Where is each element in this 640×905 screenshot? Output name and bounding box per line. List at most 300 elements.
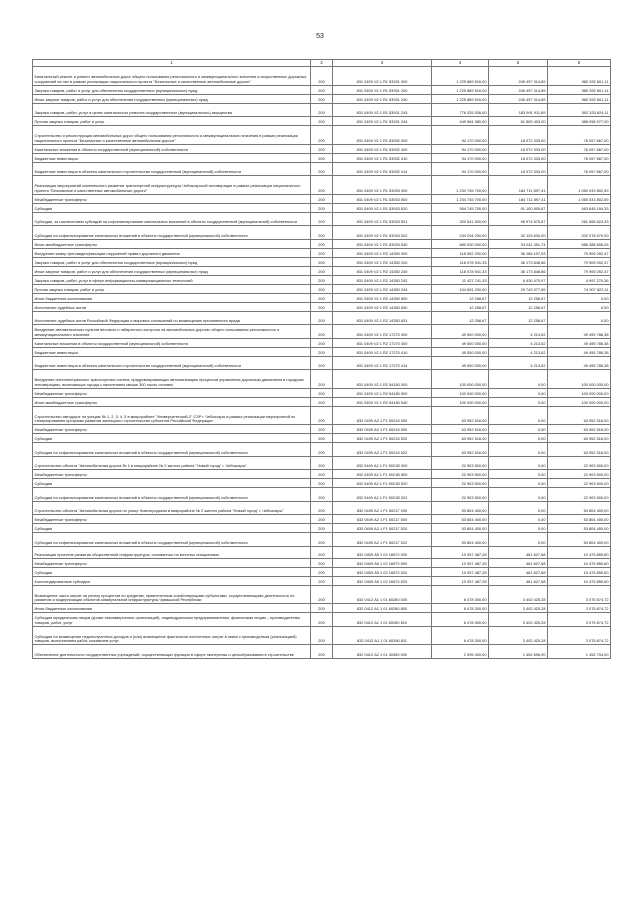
cell-name: Прочая закупка товаров, работ и услуг: [33, 117, 311, 126]
cell-name: Внедрение интеллектуальных транспортных систем, предусматривающих автоматизацию процессов управления дорожным движением в городских агломерациях, включающих города с населением свыше 300 тысяч человек: [33, 370, 311, 389]
table-row: [33, 248, 611, 257]
cell-v5: 0,00: [489, 488, 548, 502]
cell-name: Реализация проектов развития общественной инфраструктуры, основанных на местных инициативах: [33, 546, 311, 558]
cell-code: 832 0409 А2 1 F1 50216 520: [333, 434, 432, 443]
cell-v4: 6 478 300,00: [432, 585, 489, 604]
cell-code: 832 0412 А1 1 01 60280 000: [333, 585, 432, 604]
cell-code: 831 0409 Ч2 1 R1 53932 000: [333, 126, 432, 145]
cell-v4: 63 952 516,00: [432, 406, 489, 425]
cell-name: Субсидии на софинансирование капитальных вложений в объекты государственной (муниципальной) собственности: [33, 226, 311, 240]
cell-v6: 980 392 601,11: [548, 94, 611, 103]
cell-v6: 980 392 601,11: [548, 67, 611, 86]
cell-v6: 79 905 092,47: [548, 266, 611, 275]
cell-c2: 200: [311, 470, 333, 479]
cell-name: Бюджетные инвестиции в объекты капитального строительства государственной (муниципальной) собственности: [33, 356, 311, 370]
table-row: [33, 585, 611, 604]
cell-v5: 3 402 425,28: [489, 585, 548, 604]
cell-v6: 63 952 516,00: [548, 425, 611, 434]
table-row: [33, 488, 611, 502]
cell-v6: 0,00: [548, 302, 611, 311]
cell-c2: 200: [311, 67, 333, 86]
table-row: [33, 85, 611, 94]
cell-v4: 12 258,67: [432, 311, 489, 325]
cell-v5: 461 627,68: [489, 576, 548, 585]
cell-code: 831 0409 Ч2 1 R2 17270 410: [333, 347, 432, 356]
table-row: [33, 425, 611, 434]
cell-c2: 200: [311, 406, 333, 425]
cell-v6: 0,00: [548, 311, 611, 325]
cell-v5: 6 430 470,97: [489, 275, 548, 284]
cell-v6: 592 333 624,11: [548, 103, 611, 117]
cell-v6: 53 804 400,00: [548, 533, 611, 547]
cell-c2: 200: [311, 257, 333, 266]
cell-name: Закупка товаров, работ и услуг для обеспечения государственных (муниципальных) нужд: [33, 257, 311, 266]
cell-code: 832 0409 А2 1 F1 5021Г 520: [333, 524, 432, 533]
cell-name: Межбюджетные трансферты: [33, 515, 311, 524]
cell-v6: 4 997 270,36: [548, 275, 611, 284]
cell-name: Реализация мероприятий комплексного развития транспортной инфраструктуры Чебоксарской агломерации в рамках реализации национального проекта "Безопасные и качественные автомобильные дороги": [33, 176, 311, 195]
cell-name: Исполнение судебных актов Российской Федерации и мировых соглашений по возмещению причиненного вреда: [33, 311, 311, 325]
table-row: [33, 117, 611, 126]
cell-v5: 245 497 314,89: [489, 67, 548, 86]
cell-code: 831 0409 Ч2 1 R2 17270 400: [333, 338, 432, 347]
cell-c2: 200: [311, 153, 333, 162]
cell-v5: 3 402 425,28: [489, 613, 548, 627]
cell-v4: 554 745 700,00: [432, 203, 489, 212]
cell-c2: 200: [311, 248, 333, 257]
cell-c2: 200: [311, 103, 333, 117]
table-row: [33, 613, 611, 627]
cell-name: Строительство и реконструкция автомобильных дорог общего пользования регионального и межмуниципального значения в рамках реализации национального проекта "Безопасные и качественные автомобильные дороги": [33, 126, 311, 145]
cell-c2: 200: [311, 479, 333, 488]
cell-v6: 1 050 033 802,59: [548, 194, 611, 203]
cell-v4: 94 170 000,00: [432, 126, 489, 145]
cell-c2: 200: [311, 388, 333, 397]
cell-c2: 200: [311, 162, 333, 176]
cell-v4: 63 952 516,00: [432, 425, 489, 434]
cell-code: 832 0409 А2 1 F1 50216 522: [333, 443, 432, 457]
cell-v5: 461 627,68: [489, 558, 548, 567]
table-row: [33, 515, 611, 524]
cell-code: 831 0409 Ч2 1 R1 53931 244: [333, 117, 432, 126]
cell-name: Субсидии: [33, 524, 311, 533]
cell-v4: 320 541 500,00: [432, 212, 489, 226]
cell-code: 831 0409 Ч2 1 R2 17270 000: [333, 325, 432, 339]
cell-c2: 200: [311, 604, 333, 613]
table-row: [33, 275, 611, 284]
cell-v5: 1 452 696,00: [489, 645, 548, 659]
cell-v4: 116 078 941,33: [432, 257, 489, 266]
cell-v5: 4 213,62: [489, 338, 548, 347]
cell-c2: 200: [311, 212, 333, 226]
cell-v6: 74 907 822,11: [548, 284, 611, 293]
cell-v5: 0,00: [489, 434, 548, 443]
cell-code: 831 0409 Ч2 1 R1 53931 240: [333, 94, 432, 103]
cell-name: Межбюджетные трансферты: [33, 388, 311, 397]
cell-v4: 94 170 000,00: [432, 153, 489, 162]
cell-name: Прочая закупка товаров, работ и услуг: [33, 284, 311, 293]
cell-v5: 0,00: [489, 479, 548, 488]
table-row: [33, 356, 611, 370]
cell-name: Капитальный ремонт и ремонт автомобильных дорог общего пользования регионального и межмуниципального значения и искусственных дорожных сооружений на них в рамках реализации национального проекта "Безопасные и качественные автомобильные дороги": [33, 67, 311, 86]
cell-name: Иные бюджетные ассигнования: [33, 293, 311, 302]
cell-c2: 200: [311, 117, 333, 126]
cell-v4: 53 804 400,00: [432, 524, 489, 533]
cell-code: 831 0409 Ч2 1 R2 14350 244: [333, 284, 432, 293]
cell-name: Субсидии: [33, 203, 311, 212]
cell-c2: 200: [311, 275, 333, 284]
cell-v5: 0,00: [489, 456, 548, 470]
column-header: 3: [333, 60, 432, 67]
cell-c2: 200: [311, 293, 333, 302]
cell-v6: 463 645 194,33: [548, 203, 611, 212]
cell-c2: 200: [311, 488, 333, 502]
cell-v6: 53 804 400,00: [548, 524, 611, 533]
cell-v5: 461 627,68: [489, 546, 548, 558]
cell-v6: 63 952 516,00: [548, 406, 611, 425]
table-row: [33, 347, 611, 356]
cell-v5: 0,00: [489, 524, 548, 533]
column-header: 1: [33, 60, 311, 67]
cell-name: Возмещение части затрат на уплату процентов по кредитам, привлеченным хозяйствующими субъектами, осуществляющими деятельность по развитию и модернизации объектов коммунальной инфраструктуры Чувашской Республики: [33, 585, 311, 604]
cell-name: Внедрение автоматических пунктов весового и габаритного контроля на автомобильных дорогах общего пользования регионального и межмуниципального значения: [33, 325, 311, 339]
table-row: [33, 626, 611, 645]
cell-v4: 10 937 487,28: [432, 567, 489, 576]
cell-c2: 200: [311, 533, 333, 547]
page-number: 53: [316, 33, 324, 40]
cell-code: 831 0409 Ч2 1 R2 14350 800: [333, 293, 432, 302]
table-row: [33, 501, 611, 515]
cell-code: 832 0409 А2 1 F1 50216 000: [333, 406, 432, 425]
table-body: [33, 67, 611, 659]
cell-v4: 53 804 400,00: [432, 515, 489, 524]
cell-code: 831 0409 Ч2 1 R2 14350 200: [333, 257, 432, 266]
cell-v4: 63 952 516,00: [432, 443, 489, 457]
cell-v4: 104 651 200,00: [432, 284, 489, 293]
cell-v6: 49 495 786,38: [548, 356, 611, 370]
cell-v6: 49 495 786,38: [548, 338, 611, 347]
cell-c2: 200: [311, 645, 333, 659]
cell-code: 832 0409 А2 1 F1 5021В 522: [333, 488, 432, 502]
cell-v4: 234 204 200,00: [432, 226, 489, 240]
cell-v6: 100 000 000,00: [548, 397, 611, 406]
cell-v6: 100 000 000,00: [548, 370, 611, 389]
cell-v5: 461 627,68: [489, 567, 548, 576]
table-row: [33, 604, 611, 613]
cell-code: 832 0412 А1 1 01 60280 811: [333, 626, 432, 645]
table-row: [33, 397, 611, 406]
cell-v4: 1 225 889 916,00: [432, 94, 489, 103]
cell-v5: 4 213,62: [489, 325, 548, 339]
table-row: [33, 338, 611, 347]
cell-c2: 200: [311, 356, 333, 370]
cell-c2: 200: [311, 567, 333, 576]
cell-v6: 76 097 667,00: [548, 126, 611, 145]
cell-v4: 22 903 500,00: [432, 488, 489, 502]
table-row: [33, 576, 611, 585]
table-row: [33, 144, 611, 153]
cell-v4: 6 478 300,00: [432, 613, 489, 627]
cell-code: 831 0409 Ч2 1 R1 53932 414: [333, 162, 432, 176]
cell-v5: 12 258,67: [489, 302, 548, 311]
column-header: 5: [489, 60, 548, 67]
table-row: [33, 456, 611, 470]
table-row: [33, 212, 611, 226]
cell-v5: 245 497 314,89: [489, 94, 548, 103]
cell-c2: 200: [311, 203, 333, 212]
cell-v6: 76 097 667,00: [548, 162, 611, 176]
cell-v5: 4 213,62: [489, 356, 548, 370]
column-header: 2: [311, 60, 333, 67]
cell-v4: 2 905 400,00: [432, 645, 489, 659]
table-row: [33, 67, 611, 86]
table-row: [33, 194, 611, 203]
cell-v6: 79 906 092,47: [548, 248, 611, 257]
table-row: [33, 239, 611, 248]
cell-v6: 3 075 874,72: [548, 626, 611, 645]
cell-c2: 200: [311, 284, 333, 293]
table-row: [33, 266, 611, 275]
table-row: [33, 302, 611, 311]
cell-c2: 200: [311, 626, 333, 645]
table-row: [33, 546, 611, 558]
cell-v6: 0,00: [548, 293, 611, 302]
cell-code: 832 0412 А2 1 01 40450 000: [333, 645, 432, 659]
cell-v5: 0,00: [489, 388, 548, 397]
table-row: [33, 479, 611, 488]
cell-c2: 200: [311, 126, 333, 145]
cell-name: Субсидии на софинансирование капитальных вложений в объекты государственной (муниципальной) собственности: [33, 488, 311, 502]
cell-v6: 22 903 500,00: [548, 470, 611, 479]
cell-v4: 1 225 889 916,00: [432, 85, 489, 94]
cell-v4: 449 564 380,00: [432, 117, 489, 126]
cell-name: Бюджетные инвестиции: [33, 153, 311, 162]
cell-v4: 100 000 000,00: [432, 397, 489, 406]
table-row: [33, 443, 611, 457]
cell-v5: 3 402 425,28: [489, 626, 548, 645]
cell-name: Строительство автодорог по улицам № 1, 2, 3, 4, 5 в микрорайоне "Университетский-2" СЗР г. Чебоксары в рамках реализации мероприятий по стимулированию программ развития жилищного строительства субъектов Российской Федерации: [33, 406, 311, 425]
cell-code: 832 0412 А1 1 01 60280 800: [333, 604, 432, 613]
cell-c2: 200: [311, 576, 333, 585]
cell-code: 831 0409 Ч2 1 R2 14350 000: [333, 248, 432, 257]
cell-name: Иные межбюджетные трансферты: [33, 397, 311, 406]
cell-code: 831 0409 Ч2 1 R1 53933 522: [333, 226, 432, 240]
table-row: [33, 103, 611, 117]
cell-v4: 22 903 500,00: [432, 470, 489, 479]
cell-c2: 200: [311, 558, 333, 567]
cell-v5: 0,00: [489, 501, 548, 515]
cell-code: 831 0409 Ч2 1 R1 53932 400: [333, 144, 432, 153]
cell-name: Субсидии: [33, 434, 311, 443]
cell-code: 831 0409 Ч2 1 R2 54180 500: [333, 388, 432, 397]
cell-c2: 200: [311, 347, 333, 356]
column-header: 4: [432, 60, 489, 67]
cell-name: Субсидии на софинансирование капитальных вложений в объекты государственной (муниципальной) собственности: [33, 533, 311, 547]
table-row: [33, 284, 611, 293]
table-row: [33, 567, 611, 576]
cell-name: Иные бюджетные ассигнования: [33, 604, 311, 613]
cell-c2: 200: [311, 176, 333, 195]
cell-name: Обеспечение деятельности государственных учреждений, осуществляющих функции в сфере экспертизы и ценообразования в строительстве: [33, 645, 311, 659]
cell-v6: 10 475 859,60: [548, 567, 611, 576]
cell-c2: 200: [311, 524, 333, 533]
table-row: [33, 293, 611, 302]
column-header: 6: [548, 60, 611, 67]
cell-code: 831 0409 Ч2 1 R1 53933 540: [333, 239, 432, 248]
table-row: [33, 162, 611, 176]
cell-v4: 1 234 745 700,00: [432, 176, 489, 195]
table-row: [33, 524, 611, 533]
cell-name: Консолидированные субсидии: [33, 576, 311, 585]
cell-name: Иные закупки товаров, работ и услуг для обеспечения государственных (муниципальных) нужд: [33, 94, 311, 103]
cell-v6: 3 075 874,72: [548, 613, 611, 627]
cell-v5: 0,00: [489, 370, 548, 389]
cell-v5: 18 072 333,00: [489, 126, 548, 145]
cell-code: 831 0409 Ч2 1 R2 17270 414: [333, 356, 432, 370]
cell-code: 832 0409 А5 1 02 16570 500: [333, 558, 432, 567]
cell-v4: 22 903 500,00: [432, 456, 489, 470]
cell-c2: 200: [311, 144, 333, 153]
cell-v4: 10 937 487,28: [432, 576, 489, 585]
table-row: [33, 370, 611, 389]
cell-c2: 200: [311, 325, 333, 339]
table-row: [33, 406, 611, 425]
cell-v5: 12 258,67: [489, 311, 548, 325]
cell-name: Межбюджетные трансферты: [33, 470, 311, 479]
cell-code: 832 0409 А2 1 F1 50216 500: [333, 425, 432, 434]
table-row: [33, 533, 611, 547]
cell-v4: 12 258,67: [432, 302, 489, 311]
cell-code: 831 0409 Ч2 1 R1 53931 200: [333, 85, 432, 94]
cell-v4: 49 500 000,00: [432, 338, 489, 347]
cell-v5: 29 743 377,89: [489, 284, 548, 293]
cell-code: 831 0409 Ч2 1 R2 54180 000: [333, 370, 432, 389]
cell-v5: 0,00: [489, 425, 548, 434]
table-row: [33, 94, 611, 103]
cell-name: Закупка товаров, работ, услуг в целях капитального ремонта государственного (муниципального) имущества: [33, 103, 311, 117]
cell-name: Строительство объекта "Автомобильная дорога № 1 в микрорайоне № 2 жилого района "Новый город" г. Чебоксары": [33, 456, 311, 470]
cell-name: Межбюджетные трансферты: [33, 194, 311, 203]
table-row: [33, 226, 611, 240]
cell-v6: 79 905 092,47: [548, 257, 611, 266]
cell-c2: 200: [311, 338, 333, 347]
cell-v5: 91 100 505,67: [489, 203, 548, 212]
cell-v6: 53 804 400,00: [548, 515, 611, 524]
cell-name: Иные закупки товаров, работ и услуг для обеспечения государственных (муниципальных) нужд: [33, 266, 311, 275]
cell-code: 832 0409 А5 1 02 16570 520: [333, 567, 432, 576]
cell-v5: 36 173 848,86: [489, 257, 548, 266]
cell-name: Капитальные вложения в объекты государственной (муниципальной) собственности: [33, 338, 311, 347]
cell-c2: 200: [311, 266, 333, 275]
cell-c2: 200: [311, 613, 333, 627]
cell-v4: 53 804 400,00: [432, 533, 489, 547]
cell-v6: 1 452 704,00: [548, 645, 611, 659]
cell-c2: 200: [311, 397, 333, 406]
cell-v4: 49 500 000,00: [432, 325, 489, 339]
cell-code: 832 0409 А5 1 02 16570 000: [333, 546, 432, 558]
cell-v5: 0,00: [489, 470, 548, 479]
cell-code: 831 0409 Ч2 1 R2 14350 831: [333, 311, 432, 325]
cell-v4: 1 225 889 916,00: [432, 67, 489, 86]
cell-name: Строительство объекта "Автомобильная дорога по улице Новогородская в микрорайоне № 2 жилого района "Новый город" г. Чебоксары": [33, 501, 311, 515]
cell-v5: 0,00: [489, 533, 548, 547]
cell-code: 832 0409 А2 1 F1 5021В 520: [333, 479, 432, 488]
cell-name: Субсидии на возмещение недополученных доходов и (или) возмещение фактически понесенных затрат в связи с производством (реализацией) товаров, выполнением работ, оказанием услуг: [33, 626, 311, 645]
cell-code: 832 0409 А2 1 F1 5021Г 500: [333, 515, 432, 524]
cell-code: 832 0412 А1 1 01 60280 810: [333, 613, 432, 627]
cell-v6: 3 075 874,72: [548, 585, 611, 604]
cell-c2: 200: [311, 546, 333, 558]
table-row: [33, 558, 611, 567]
cell-code: 832 0409 А5 1 02 16570 523: [333, 576, 432, 585]
cell-v4: 49 500 000,00: [432, 356, 489, 370]
cell-name: Закупка товаров, работ и услуг для обеспечения государственных (муниципальных) нужд: [33, 85, 311, 94]
cell-c2: 200: [311, 501, 333, 515]
cell-code: 831 0409 Ч2 1 R2 14350 240: [333, 266, 432, 275]
cell-name: Закупка товаров, работ, услуг в сфере информационно-коммуникационных технологий: [33, 275, 311, 284]
cell-c2: 200: [311, 456, 333, 470]
cell-v5: 58 974 875,67: [489, 212, 548, 226]
cell-v4: 22 903 500,00: [432, 479, 489, 488]
cell-v6: 63 952 516,00: [548, 443, 611, 457]
cell-v6: 100 000 000,00: [548, 388, 611, 397]
cell-code: 832 0409 А2 1 F1 5021Г 522: [333, 533, 432, 547]
table-row: [33, 645, 611, 659]
cell-v5: 93 611 391,74: [489, 239, 548, 248]
cell-v4: 63 952 516,00: [432, 434, 489, 443]
table-row: [33, 470, 611, 479]
cell-name: Субсидии на софинансирование капитальных вложений в объекты государственной (муниципальной) собственности: [33, 443, 311, 457]
cell-v6: 22 903 500,00: [548, 488, 611, 502]
cell-code: 831 0409 Ч2 1 R1 53933 521: [333, 212, 432, 226]
cell-v5: 32 125 630,00: [489, 226, 548, 240]
cell-code: 832 0409 А2 1 F1 5021В 000: [333, 456, 432, 470]
cell-v5: 61 505 403,00: [489, 117, 548, 126]
cell-v6: 202 078 570,00: [548, 226, 611, 240]
cell-v4: 100 000 000,00: [432, 370, 489, 389]
cell-code: 831 0409 Ч2 1 R1 53932 410: [333, 153, 432, 162]
table-row: [33, 126, 611, 145]
cell-v4: 116 078 941,33: [432, 266, 489, 275]
table-row: [33, 388, 611, 397]
table-row: [33, 153, 611, 162]
cell-v6: 22 903 500,00: [548, 456, 611, 470]
cell-v4: 12 258,67: [432, 293, 489, 302]
cell-c2: 200: [311, 434, 333, 443]
cell-v6: 10 475 859,60: [548, 546, 611, 558]
cell-v6: 10 475 859,60: [548, 576, 611, 585]
cell-code: 831 0409 Ч2 1 R2 14350 242: [333, 275, 432, 284]
cell-code: 831 0409 Ч2 1 R2 14350 830: [333, 302, 432, 311]
cell-name: Капитальные вложения в объекты государственной (муниципальной) собственности: [33, 144, 311, 153]
cell-v5: 36 186 107,53: [489, 248, 548, 257]
cell-name: Бюджетные инвестиции: [33, 347, 311, 356]
cell-code: 831 0409 Ч2 1 R2 54180 540: [333, 397, 432, 406]
cell-c2: 200: [311, 515, 333, 524]
cell-c2: 200: [311, 311, 333, 325]
cell-v6: 261 566 624,33: [548, 212, 611, 226]
cell-v5: 184 711 897,41: [489, 194, 548, 203]
cell-v5: 18 072 333,00: [489, 144, 548, 153]
cell-c2: 200: [311, 370, 333, 389]
cell-v6: 76 097 667,00: [548, 153, 611, 162]
cell-c2: 200: [311, 226, 333, 240]
cell-v6: 3 075 874,72: [548, 604, 611, 613]
cell-c2: 200: [311, 194, 333, 203]
cell-v5: 18 072 333,00: [489, 162, 548, 176]
cell-name: Межбюджетные трансферты: [33, 425, 311, 434]
cell-name: Исполнение судебных актов: [33, 302, 311, 311]
